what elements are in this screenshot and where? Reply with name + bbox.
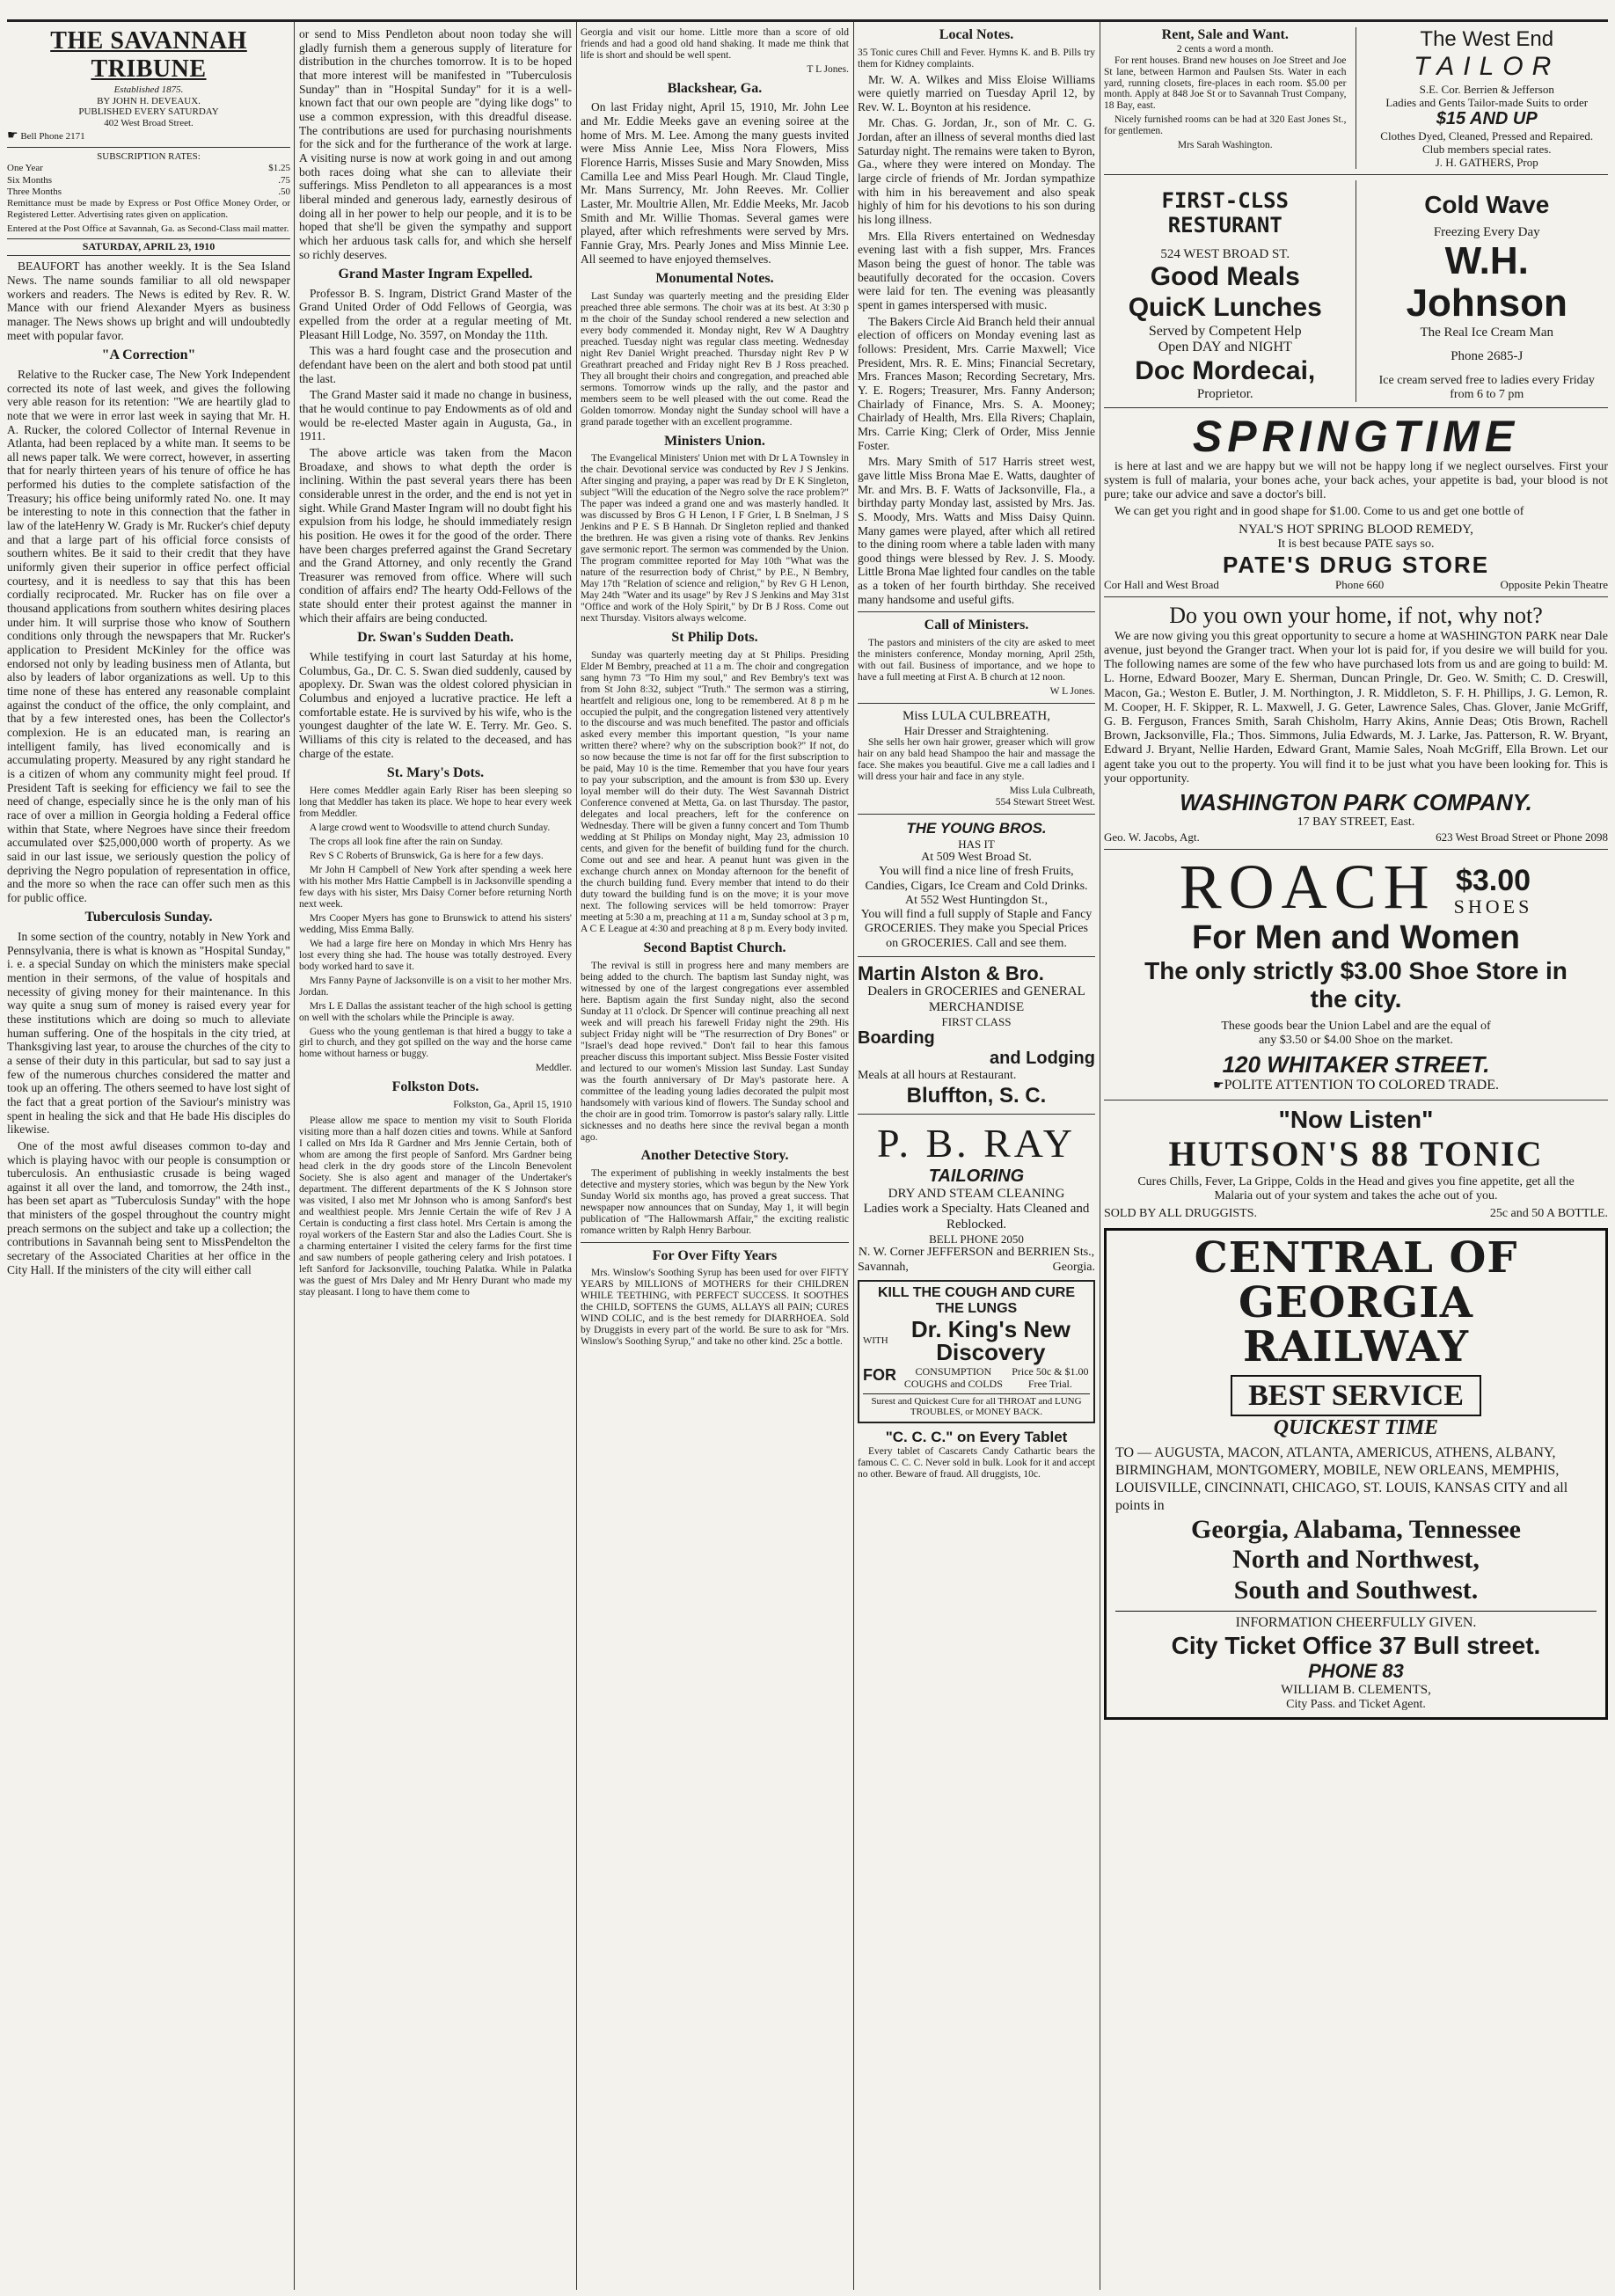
ad-agent-title: City Pass. and Ticket Agent. [1286,1698,1426,1712]
divider [1104,596,1608,597]
list-item: Mrs Cooper Myers has gone to Brunswick to attend his sisters' wedding, Miss Emma Bally. [299,912,572,935]
ad-central-of-georgia-railway [1104,1228,1608,1720]
ad-kill-cough: KILL THE COUGH AND CURE THE LUNGS [878,1284,1075,1317]
issue-date: SATURDAY, APRIL 23, 1910 [7,238,290,256]
ad-signature: Miss Lula Culbreath, [1009,786,1095,797]
ad-address: 524 WEST BROAD ST. [1160,246,1290,261]
ad-name: Doc Mordecai, [1135,355,1316,385]
ad-name: ROACH [1179,851,1436,922]
ad-name: W.H. Johnson [1406,239,1568,325]
ad-shoes: SHOES [1453,896,1533,918]
ad-proprietor: Proprietor. [1196,386,1253,401]
headline-folkston: Folkston Dots. [391,1079,479,1095]
ad-name: HUTSON'S 88 TONIC [1168,1134,1544,1174]
ad-union: These goods bear the Union Label and are the equal of any $3.50 or $4.00 Shoe on the market. [1221,1019,1491,1047]
ad-roach-head [1104,851,1608,922]
ad-brand: Dr. King's New Discovery [910,1315,1071,1365]
local-note: Mrs. Ella Rivers entertained on Wednesday evening last with a fish supper, Mrs. Frances Mason being the guest of honor. The table was beautifully decorated for the occasion. Covers were laid for ten. The evening was pleasantly spent in games interspersed with music. [858,229,1095,312]
ad-quickest-time: QUICKEST TIME [1273,1415,1439,1439]
ad-washington-park [1104,603,1608,843]
ad-only: The only strictly $3.00 Shoe Store in the city. [1144,956,1568,1013]
ad-dry-cleaning: DRY AND STEAM CLEANING [888,1187,1065,1202]
ad-phone: BELL PHONE 2050 [929,1232,1024,1247]
ad-body: Every tablet of Cascarets Candy Cathartic bears the famous C. C. C. Never sold in bulk. Look for it and accept no other. Beware of fraud. All druggists, 10c. [858,1445,1095,1480]
headline-st-philip: St Philip Dots. [671,630,758,646]
ad-store: PATE'S DRUG STORE [1222,552,1490,579]
ad-street: 17 BAY STREET, East. [1297,815,1415,830]
ad-roach-shoes [1104,851,1608,1094]
ad-name: Martin Alston & Bro. [858,962,1044,984]
published-line: PUBLISHED EVERY SATURDAY [78,106,219,118]
article-ingram: The Grand Master said it made no change in business, that he would continue to pay Endowments as of old and would be re-elected Master again in Augusta, Ga., in 1911. [299,388,572,443]
headline-correction: "A Correction" [101,347,196,363]
headline-detective: Another Detective Story. [640,1148,789,1164]
ad-product: NYAL'S HOT SPRING BLOOD REMEDY, [1239,522,1473,537]
ad-corner: Cor Hall and West Broad [1104,578,1219,592]
local-note: Mr. Chas. G. Jordan, Jr., son of Mr. C. G. Jordan, after an illness of several months died last Saturday night. The remains were taken to Byron, Ga., where they were intered on Monday. The large circle of friends of Mr. Jordan sympathize with him in his bereavement and also speak highly of him for his devotions to his son during his long illness. [858,116,1095,227]
ad-phone: Phone 2685-J [1451,349,1524,364]
ad-served: Served by Competent Help [1148,323,1302,339]
ad-trade: TAILORING [928,1166,1025,1186]
divider [581,1242,849,1243]
rate-row [7,163,290,174]
ad-lodging: and Lodging [990,1049,1095,1069]
rate-row [7,175,290,186]
ad-price: 25c and 50 A BOTTLE. [1489,1207,1608,1221]
ad-real: The Real Ice Cream Man [1420,325,1554,340]
ad-north: North and Northwest, [1232,1545,1480,1575]
ad-head: FIRST-CLSS RESTURANT [1161,188,1289,238]
article-ministers-union: The Evangelical Ministers' Union met with Dr L A Townsley in the chair. Devotional service was conducted by Rev J S Jenkins. After singing and praying, a paper was read by Dr E K Singleton, subject "Will the education of the Negro solve the race problem?" The paper was indeed a grand one and was masterly handled. It was discussed by Bros G H Lenon, I F Grier, L B Snelman, J S Jenkins and P E. S B Hannah. Dr Singleton replied and thanked the brethren. He was given a rising vote of thanks. Rev Jenkins gave sermonic report. The sermon was commended by the Union. The program committee reported for May 10th "What was the nature of the resurrection body of Christ," by P.E., N Bembry, May 17th "Relation of science and religion," by Rev G H Lenon, May 24th "Water and its usage" by Rev J S Jenkins and May 31st "Office and work of the Holy Spirit," by Dr B J Ross. Come out next Thursday. Visitors always welcome. [581,453,849,625]
ad-body: Cures Chills, Fever, La Grippe, Colds in the Head and gives you fine appetite, get all the Malaria out of your system and takes the ache out of you. [1137,1174,1575,1203]
headline-call-of-ministers: Call of Ministers. [924,618,1029,633]
ad-price: $15 AND UP [1436,108,1538,128]
article-ingram: The above article was taken from the Macon Broadaxe, and shows to what depth the order is inclining. Within the past several years there has been considerable unrest in the order, and the end is not yet in sight. While Grand Master Ingram will no doubt fight his expulsion from his lodge, he should immediately resign his position. He owes it for the good of the order. There have been charges preferred against the Grand Secretary and the Grand Attorney, and only recently the Grand Treasurer was removed from office. Where will such condition of affairs end? The hearty Odd-Fellows of the state should enter their protest against the manner in which their affairs are being conducted. [299,445,572,625]
article-ingram: This was a hard fought case and the prosecution and defendant have been on the alert and both stood pat until the last. [299,344,572,385]
headline-ministers-union: Ministers Union. [664,433,765,449]
ad-johnson [1366,180,1609,402]
column-rule [294,22,295,2290]
ad-city: Savannah, [858,1260,909,1274]
article-monumental: Last Sunday was quarterly meeting and the presiding Elder preached three able sermons. The choir was at its best. At 3:30 p m the choir of the Sunday school rendered a new selection and every body commended it. Monday night, Rev W A Daughtry preached. Tuesday night was regular class meeting. Wednesday night Rev Daniel Wright preached. Thursday night Rev P W Greathrart preached and Friday night Rev B J Ross preached. They all brought their choirs and congregation, and preached able sermons. Tomorrow winds up the rally, and the pastor and members seem to be well pleased with the out come. Read the Golden tomorrow. Monday night the Sunday school will have a grand parade together with an excellent programme. [581,290,849,428]
ad-sold-line [1104,1207,1608,1221]
ad-springtime [1104,413,1608,591]
pointing-hand-icon: ☛ [7,128,18,143]
ad-ray-tailoring [858,1120,1095,1275]
ad-cold-wave: Cold Wave [1424,191,1550,219]
phone-number: Bell Phone 2171 [20,130,85,142]
ad-consumption: CONSUMPTION COUGHS and COLDS [903,1364,1003,1390]
ad-signature: Mrs Sarah Washington. [1177,140,1273,151]
ad-now-listen: "Now Listen" [1278,1105,1434,1133]
rate-price: .75 [278,174,290,186]
ad-word: TAILOR [1414,51,1560,81]
address-line: 402 West Broad Street. [104,118,194,129]
divider [858,814,1095,815]
ad-cities-line: TO — AUGUSTA, MACON, ATLANTA, AMERICUS, ATHENS, ALBANY, BIRMINGHAM, MONTGOMERY, MOBILE, NEW ORLEANS, MEMPHIS, LOUISVILLE, CINCINNATI, CHICAGO, ST. LOUIS, KANSAS CITY and all points in [1115,1444,1568,1513]
article-ingram: Professor B. S. Ingram, District Grand Master of the Grand United Order of Odd Fellows of Georgia, was expelled from the order at a regular meeting of Mt. Pleasant Hill Lodge, No. 3597, on Monday the 11th. [299,286,572,341]
headline-fifty-years: For Over Fifty Years [652,1247,778,1263]
masthead [7,27,290,148]
ad-line: Ladies and Gents Tailor-made Suits to order [1385,95,1589,109]
article-intro: BEAUFORT has another weekly. It is the Sea Island News. The name sounds familiar to all old newspaper workers and readers. The News is edited by Rev. R. W. Mance with our friend Alexander Myers as business manager. The News shows up bright and will undoubtedly meet with popular favor. [7,260,290,342]
divider [1104,407,1608,408]
ad-polite: POLITE ATTENTION TO COLORED TRADE. [1224,1078,1499,1093]
ad-name: Miss LULA CULBREATH, [902,708,1050,723]
list-item: The crops all look fine after the rain on Sunday. [310,836,503,847]
ad-cascarets [858,1429,1095,1481]
headline-monumental: Monumental Notes. [655,271,774,287]
list-item: Mrs L E Dallas the assistant teacher of the high school is getting on well with the scholars while the Principle is away. [299,1000,572,1023]
ad-body: You will find a full supply of Staple and Fancy GROCERIES. They make you Special Prices on GROCERIES. Call and see them. [860,908,1092,950]
ad-address: S.E. Cor. Berrien & Jefferson [1419,82,1554,96]
ad-best-service: BEST SERVICE [1231,1375,1481,1416]
mid-ads-row [1104,180,1608,402]
ad-company: WASHINGTON PARK COMPANY. [1180,789,1532,816]
ad-city-line [858,1261,1095,1275]
article-folkston: Please allow me space to mention my visit to South Florida visiting more than a half dozen cities and towns. While at Sanford I called on Mrs Ida R Gardner and Mrs Jennie Certain, both of whom are among the first people of Sanford. Mrs Gardner being head clerk in the dry goods store of the Lincoln Benevolent Society. She is also agent and manager of the Undertaker's department. The different departments of the K S Johnson store was visited, I also met Mr Johnson who is among Sanford's best and wealthiest people. Mrs Jennie Certain the wife of Rev J A Certain is conducting a first class hotel. Mrs Certain is among the royal workers of the Eastern Star and also the Ladies Court. She is a charming entertainer I visited the celery farms for the first time and saw numbers of people gathering celery and Irish potatoes. I left Sanford for Jacksonville, touching Palatka. While in Palatka was the guest of Mrs Daley and Mr Henry Durant who made my stay pleasant. I long to have them come to [299,1115,572,1298]
list-item: Here comes Meddler again Early Riser has been sleeping so long that Meddler has taken its place. We hope to hear every week from Meddler. [299,785,572,819]
headline-st-marys: St. Mary's Dots. [386,765,485,781]
ad-phone: Phone 660 [1335,578,1385,592]
ad-states: Georgia, Alabama, Tennessee [1190,1514,1521,1544]
article-swan: While testifying in court last Saturday at his home, Columbus, Ga., Dr. C. S. Swan died suddenly, caused by apoplexy. Dr. Swan was the oldest colored physician in Columbus and enjoyed a lucrative practice. He left a comfortable estate. He is survived by his wife, who is the youngest daughter of the late W. E. Terry. Mr. Geo. S. Williams of this city is related to the deceased, and has charge of the estate. [299,650,572,760]
ad-address: 623 West Broad Street or Phone 2098 [1436,830,1608,844]
ad-sold: SOLD BY ALL DRUGGISTS. [1104,1207,1257,1221]
ad-for: FOR [863,1365,896,1384]
rate-label: Three Months [7,186,62,197]
ad-opposite: Opposite Pekin Theatre [1500,578,1608,592]
signature: T L Jones. [807,63,849,75]
ad-polite-line [1104,1078,1608,1094]
ad-body: We are now giving you this great opportunity to secure a home at WASHINGTON PARK near Dale avenue, just beyond the Granger tract. When your lot is paid for, if you desire we will build for you. The following names are some of the few who have purchased lots from us and are going to build: M. L. Horne, Edward Boozer, Mary E. Sherman, Duncan Pringle, Dr. Geo. W. Smith; C. D. Creswill, Macon, Ga.; Weston E. Butler, J. M. Northington, J. R. Middleton, S. F. H. Phillips, J. G. Lemon, R. M. Cooper, H. F. Skipper, R. L. Maxwell, J. G. Geter, Lawrence Sales, Chas. Glover, Janie McGriff, G. B. Ferguson, Frances Smith, Sarah Chisholm, Harry Akins, Annie Deas; Otis Brown, Rachell Brown, Jacksonville, Fla.; Thos. Simmons, Julia Edwards, M. J. Larke, Jas. Patterson, R. W. Bryant, Edward J. Bryant, Nellie Harden, Edward Grant, Mamie Sales, Noah McGriff, Ella Brown. Let our agent take you out to the property. You will find it to be just what you have been looking for. This is your opportunity. [1104,629,1608,786]
divider [858,611,1095,612]
ad-rent-sale-want [1104,27,1347,169]
divider [858,956,1095,957]
ad-agent-line [1104,830,1608,844]
headline-local-notes: Local Notes. [939,27,1014,42]
ad-street: 120 WHITAKER STREET. [1222,1051,1490,1079]
ad-for-row [863,1366,1090,1391]
ad-cleaning: Clothes Dyed, Cleaned, Pressed and Repaired. [1380,128,1594,143]
ad-alston [858,962,1095,1108]
ad-price: $3.00 [1455,864,1531,898]
top-ads-row [1104,27,1608,169]
article-tuberculosis: One of the most awful diseases common to-day and which is playing havoc with our people is consumption or tuberculosis. An enthusiastic crusade is being waged against it all over the land, and tomorrow, the 24th inst., has been set apart as "Tuberculosis Sunday" with the hope that ministers of the gospel throughout the country might preach sermons on the subject and take up a collection; the contributions in Savannah being sent to MissPendelton the secretary of the Associated Charities at her office in the City Hall. If the ministers of the city will either call [7,1138,290,1276]
ad-with: WITH [863,1334,888,1346]
ad-freezing: Freezing Every Day [1433,224,1540,239]
ad-trade: Hair Dresser and Straightening. [903,724,1049,738]
column-3 [581,27,849,2290]
article-st-philip: Sunday was quarterly meeting day at St Philips. Presiding Elder M Bembry, preached at 11 a m. The choir and congregation sang hymn 73 "To Him my soul," and Rev Bembry's text was from St John 8:32, subject "Truth." The sermon was a stirring, heartfelt and religious one, long to be remembered. At 8 p m he occupied the pulpit, and the congregation listened very attentively to the discourse and was much benefited. The pastor and officials asked every member this important question, "Is your name written there? where? why on the subscription book?" If not, do so now because the time is not far off for the first subscription to be paid, May 10 is the time. Remember that you have four years to pay your subscription, and the amount is from $30 up. Every loyal member will do their duty. The West Savannah District Conference convened at Metta, Ga. on last Thursday. The pastor, delegates and local preachers, left for the conference on Wednesday. There will be given a funny concert and Tom Thumb wedding at St Philips on Monday night, May 23, admission 10 cents, and given for the benefit of building fund for the church. Come out and see and hear. A peanut hunt was given in the exchange church annex on Monday afternoon for the benefit of the church building fund. Every member that intend to do their duty toward the building fund is on the move; it is your move next. The following services will be held tomorrow: Prayer meeting at 5:30 a m, preaching at 11 a m, Sunday school at 3 p m, A C E League at 4:30 and preaching at 8 p m. Every body invited. [581,649,849,935]
ad-body: is here at last and we are happy but we will not be happy long if we neglect ourselves. First your system is full of malaria, your bones ache, your back aches, your appetite is bad, your blood is not pure; take our advice and save a doctor's bill. [1104,459,1608,502]
phone-line [7,129,290,143]
divider [858,1114,1095,1115]
ad-info: INFORMATION CHEERFULLY GIVEN. [1115,1611,1597,1632]
column-rule [1356,27,1357,169]
ad-best: It is best because PATE says so. [1277,537,1435,551]
established-line: Established 1875. [113,84,184,95]
newspaper-page [7,19,1608,2290]
ad-address: At 552 West Huntingdon St., [905,893,1048,907]
ad-office: City Ticket Office 37 Bull street. [1171,1631,1541,1659]
ad-rate: 2 cents a word a month. [1176,43,1274,55]
ad-state: Georgia. [1052,1260,1095,1274]
list-item: Mr John H Campbell of New York after spending a week here with his mother Mrs Hattie Campbell is in Jacksonville spending a few days with his sister, Mrs Daisy Corner before returning North next week. [299,864,572,910]
ad-meals: Meals at all hours at Restaurant. [858,1069,1017,1083]
headline-second-baptist: Second Baptist Church. [643,940,786,956]
article-continued: or send to Miss Pendleton about noon today she will gladly furnish them a generous supply of literature for distribution in the churches tomorrow. It is to be hoped that more interest will be manifested in "Tuberculosis Sunday" than in "Hospital Sunday" for it is a well-known fact that our own people are "dying like dogs" to use a common expression, with this dreadful disease. The contributions are used for purchasing nourishments for the sick and for the furtherance of the work at large. A visiting nurse is now at work going in and out among both races doing what she can to alleviate their sufferings. Miss Pendleton to all appearances is a most liberal minded and generous lady, earnestly desirous of doing all in her power to help our people, and it is to be hoped that she'll be given the sympathy and support which her arduous task calls for, and which she herself so richly deserves. [299,27,572,261]
entered-note: Entered at the Post Office at Savannah, Ga. as Second-Class mail matter. [7,223,289,235]
column-5 [1104,27,1608,2290]
ad-price: Price 50c & $1.00 Free Trial. [1012,1364,1089,1390]
folkston-items [299,1100,572,1298]
ad-free: Ice cream served free to ladies every Friday from 6 to 7 pm [1378,373,1595,401]
subscription-rates [7,151,290,235]
rate-price: .50 [278,186,290,197]
ad-club: Club members special rates. [1421,143,1552,157]
local-note: The Bakers Circle Aid Branch held their annual election of officers on Monday evening last as follows: President, Mrs. Carrie Maxwell; Vice President, Mrs. R. E. Mins; Financial Secretary, Mrs. Frances Mason; Recording Secretary, Mrs. Y. E. Rogers; Treasurer, Mrs. Fanny Anderson; Chairlady of Finance, Mrs. S. A. Mooney; Chairlady of Health, Mrs. Ella Rivers; Chaplain, Mrs. Carrie King; Clerk of Order, Miss Jennie Foster. [858,314,1095,452]
ad-boarding: Boarding [858,1028,935,1049]
divider [1104,849,1608,850]
ad-has-it: HAS IT [958,837,995,852]
publisher-line: BY JOHN H. DEVEAUX. [97,95,201,106]
column-4 [858,27,1095,2290]
column-rule [853,22,854,2290]
ad-to: TO [1115,1444,1135,1460]
ad-restaurant [1104,180,1347,402]
st-marys-items [299,786,572,1075]
ad-head: "C. C. C." on Every Tablet [885,1429,1068,1446]
column-rule [1356,180,1357,402]
folkston-continued [581,27,849,76]
ad-south: South and Southwest. [1233,1575,1479,1605]
ad-brand-row [863,1315,1090,1365]
ad-body: Ladies work a Specialty. Hats Cleaned and Reblocked. [863,1202,1090,1232]
ad-name-railway: RAILWAY [1242,1322,1470,1372]
article-correction: Relative to the Rucker case, The New York Independent corrected its note of last week, and gives the following very able reason for its retention: "We are heartily glad to note that we were in error last week in saying that Mr. H. A. Rucker, the colored Collector of Internal Revenue in Atlanta, had been replaced by a white man. It seems to be all news paper talk. We were correct, however, in asserting that for nearly thirteen years of his tenure of office he has performed his duties to the complete satisfaction of the Treasury; his office being uniformly rated No. one. It may be interesting to note in this connection that the father in law of the lateHenry W. Grady is Mr. Rucker's chief deputy and that a large part of his official force consists of southern whites. Be it said to their credit that they have uniformly given their superior in office perfect official courtesy, and it is needless to say that this has been cordially reciprocated. Mr. Rucker has on file over a thousand applications from southern whites desiring places under him. It will surprise those who know of Southern conditions only through the newspapers that Mr. Rucker's application to President McKinley for the office was endorsed not only by leading business men of Atlanta, but also by leaders of labor organizations as well. Up to this time none of these has entered any reasonable complaint against the conduct of the office, the only complaint, and that by a few interested ones, has been the Collector's complexion. He is an educated man, is rearing an intelligent family, has lived economically and is accumulating property. Measured by any right standard he is a citizen of whom any community might feel proud. If President Taft is seeking for efficiency we fail to see the need of change, especially since he is the only man of his race of over a million in Georgia holding a Federal office within that State, where Negroes have since their freedom accumulated over $25,000,000 worth of property. As we said in our last issue, we seriously question the policy of depriving the Negro population of representation in office, and the more so when the race can offer such men as this for public office. [7,367,290,904]
newspaper-title: THE SAVANNAH TRIBUNE [50,27,247,84]
ad-body: She sells her own hair grower, greaser which will grow hair on any bald head Shampoo the hair and massage the face. She makes you beautiful. Give me a call ladies and I will dress your hair and face in any style. [858,737,1095,783]
rate-label: One Year [7,163,43,174]
ad-winslow-syrup: Mrs. Winslow's Soothing Syrup has been used for over FIFTY YEARS by MILLIONS of MOTHERS for their CHILDREN WHILE TEETHING, with PERFECT SUCCESS. It SOOTHES the CHILD, SOFTENS the GUMS, ALLAYS all PAIN; CURES WIND COLIC, and is the best remedy for DIARRHOEA. Sold by Druggists in every part of the world. Be sure to ask for "Mrs. Winslow's Soothing Syrup," and take no other kind. 25c a bottle. [581,1268,849,1348]
ad-culbreath [858,709,1095,808]
column-rule [576,22,577,2290]
ad-west-end-tailor [1366,27,1609,169]
dateline: Folkston, Ga., April 15, 1910 [453,1099,572,1110]
divider [858,703,1095,704]
headline-ingram: Grand Master Ingram Expelled. [338,267,533,282]
article-continued: Georgia and visit our home. Little more than a score of old friends and had a good old hand shaking. It made me think that life is short and should be well spent. [581,27,849,61]
ad-good-meals: Good Meals [1150,262,1300,292]
column-2 [299,27,572,2290]
article-second-baptist: The revival is still in progress here and many members are being added to the church. The baptism last Sunday night, was witnessed by one of the largest congregations ever assembled here. Baptism again the first Sunday night, also the second Sunday at 11 o'clock. Dr Spencer will continue preaching all next week and will preach his farewell Friday night the 29th. His subject Friday night will be "The resurrection of Dry Bones" or "Israel's dead hope revived." Don't fail to hear this famous preacher discuss this important subject. Miss Bessie Foster visited and lectured to our women's Mission last Sunday. Last Sunday was the fourth anniversary of Dr May's pastorate here. A committee of the leading young ladies decorated the pulpit most handsomely with various kind of flowers. The Sunday school and the choir are in good trim. Tomorrow is pastor's salary rally. Little sicknesses and no deaths here since the revival began a month ago. [581,960,849,1143]
ad-proprietor: J. H. GATHERS, Prop [1435,156,1538,170]
ad-address: 554 Stewart Street West. [995,797,1095,808]
ad-town: Bluffton, S. C. [906,1083,1047,1108]
ad-open: Open DAY and NIGHT [1158,340,1292,355]
signature: W L Jones. [1049,685,1095,697]
ad-agent: WILLIAM B. CLEMENTS, [1281,1682,1431,1697]
headline-tuberculosis: Tuberculosis Sunday. [84,910,213,925]
article-detective: The experiment of publishing in weekly instalments the best detective and mystery stories, which was begun by the New York Sunday World six months ago, has proved a great success. That newspaper now announces that on Sunday, May 1, it will begin publication of "The Hallowmarsh Affair," the exciting realistic romance written by Ralph Henry Barbour. [581,1168,849,1236]
pointing-hand-icon: ☛ [1213,1079,1224,1093]
ad-body: For rent houses. Brand new houses on Joe Street and Joe St lane, between Harmon and Paulsen Sts. Water in each yard, running closets, fire-places in each room. $5.00 per month. Apply at 848 Joe St or to Savannah Trust Company, 18 Bay, east. [1104,55,1347,112]
ad-head: Do you own your home, if not, why not? [1169,603,1543,629]
article-call: The pastors and ministers of the city are asked to meet the ministers conference, Monday morning, April 25th, with out fail. Business of importance, and we hope to have a full meeting at First A. B church at 12 noon. [858,638,1095,683]
list-item: A large crowd went to Woodsville to attend church Sunday. [310,822,551,833]
ad-store-line [1104,578,1608,591]
rates-heading: SUBSCRIPTION RATES: [97,151,201,163]
ad-name: THE YOUNG BROS. [906,820,1047,837]
ad-dr-kings [858,1280,1095,1423]
ad-body: Nicely furnished rooms can be had at 320 East Jones St., for gentlemen. [1104,114,1347,137]
ad-first-class: FIRST CLASS [941,1015,1012,1029]
local-note: Mrs. Mary Smith of 517 Harris street west, gave little Miss Brona Mae E. Watts, daughter of Mr. and Mrs. B. F. Watts of Jacksonville, Fla., a birthday party Monday last, assisted by Mrs. Jas. S. Moody, Mrs. Watts and Miss Daisy Quinn. Many games were played, after which all retired to the dining room where a table laden with many good things were blessed by Rev. J. S. Moody. Little Brona Mae lighted four candles on the table as a token of her fourth birthday. She received many handsome and useful gifts. [858,455,1095,606]
ad-body: We can get you right and in good shape for $1.00. Come to us and get one bottle of [1114,505,1524,519]
ad-dealers: Dealers in GROCERIES and GENERAL MERCHANDISE [867,984,1085,1014]
ad-agent: Geo. W. Jacobs, Agt. [1104,830,1200,844]
rate-row [7,186,290,198]
ad-head: Rent, Sale and Want. [1161,27,1289,42]
ad-address: N. W. Corner JEFFERSON and BERRIEN Sts., [858,1246,1095,1260]
ad-hutsons-tonic [1104,1106,1608,1222]
ad-body: You will find a nice line of fresh Fruits, Candies, Cigars, Ice Cream and Cold Drinks. [865,865,1088,893]
ad-name: P. B. RAY [876,1120,1077,1166]
local-intro: 35 Tonic cures Chill and Fever. Hymns K. and B. Pills try them for Kidney complaints. [858,47,1095,69]
ad-address: At 509 West Broad St. [921,851,1032,865]
headline-swan: Dr. Swan's Sudden Death. [357,630,514,646]
ad-price-block [1454,866,1533,918]
ad-cities: AUGUSTA, MACON, ATLANTA, AMERICUS, ATHENS, ALBANY, BIRMINGHAM, MONTGOMERY, MOBILE, NEW ORLEANS, MEMPHIS, LOUISVILLE, CINCINNATI, CHICAGO, ST. LOUIS, KANSAS CITY and all points in [1115,1444,1568,1513]
ad-young-bros [858,820,1095,950]
signature: Meddler. [535,1063,572,1074]
article-tuberculosis: In some section of the country, notably in New York and Pennsylvania, there is what is known as "Hospital Sunday," i. e. a special Sunday on which the ministers make special mention in their sermons, of the value of hospitals and necessity of giving money for their maintenance. In this way quite a snug sum of money is raised every year for these institutions which are doing so much to alleviate human suffering. One of the hospitals in the city tried, at Thanksgiving last year, to arouse the churches of the city to a sense of their duty in this particular, but sad to say just a few of the numerous churches considered the matter and took up an offering. The others seemed to have lost sight of the fact that a great portion of the Saviour's ministry was spent in healing the sick and that He bade His disciples do likewise. [7,930,290,1137]
headline-blackshear: Blackshear, Ga. [667,80,763,96]
ad-phone: PHONE 83 [1308,1660,1404,1683]
ad-name: CENTRAL OF GEORGIA [1194,1233,1518,1327]
list-item: Guess who the young gentleman is that hired a buggy to take a girl to church, and they got spilled on the way and the horse came home without harness or buggy. [299,1026,572,1060]
ad-for-men-women: For Men and Women [1192,918,1520,956]
divider [1104,174,1608,175]
ad-quick-lunches: QuicK Lunches [1128,293,1322,323]
local-note: Mr. W. A. Wilkes and Miss Eloise Williams were quietly married on Tuesday April 12, by Rev. W. L. Boynton at his residence. [858,72,1095,113]
remittance-note: Remittance must be made by Express or Post Office Money Order, or Registered Letter. Advertising rates given on application. [7,197,290,221]
list-item: Mrs Fanny Payne of Jacksonville is on a visit to her mother Mrs. Jordan. [299,975,572,998]
list-item: Rev S C Roberts of Brunswick, Ga is here for a few days. [310,850,544,861]
list-item: We had a large fire here on Monday in which Mrs Henry has lost every thing she had. The house was totally destroyed. Every body worked hard to save it. [299,938,572,972]
ad-tagline: Surest and Quickest Cure for all THROAT and LUNG TROUBLES, or MONEY BACK. [863,1393,1090,1419]
column-1 [7,27,290,2290]
rate-label: Six Months [7,174,53,186]
rate-price: $1.25 [268,163,290,174]
ad-head: SPRINGTIME [1192,412,1520,462]
article-blackshear: On last Friday night, April 15, 1910, Mr. John Lee and Mr. Eddie Meeks gave an evening soiree at the home of Mrs. M. Lee. Among the many guests invited were Miss Annie Lee, Miss Nora Flowers, Miss Florence Harris, Misses Susie and Mary Snowden, Miss Camilla Lee and Miss Pearl Hough. Mr. Claud Tingle, Mr. Mans Surrency, Mr. John Reeves. Mr. Collier Laster, Mr. Moultrie Allen, Mr. Eddie Meeks, Mr. Jacob Smith and Mr. Willie Thomas. Several games were played, after which refreshments were served by Mrs. Fannie Gray, Mrs. Pearly Jones and Miss Minnie Lee. All seemed to have enjoyed themselves. [581,100,849,266]
ad-head: The West End [1420,27,1554,51]
